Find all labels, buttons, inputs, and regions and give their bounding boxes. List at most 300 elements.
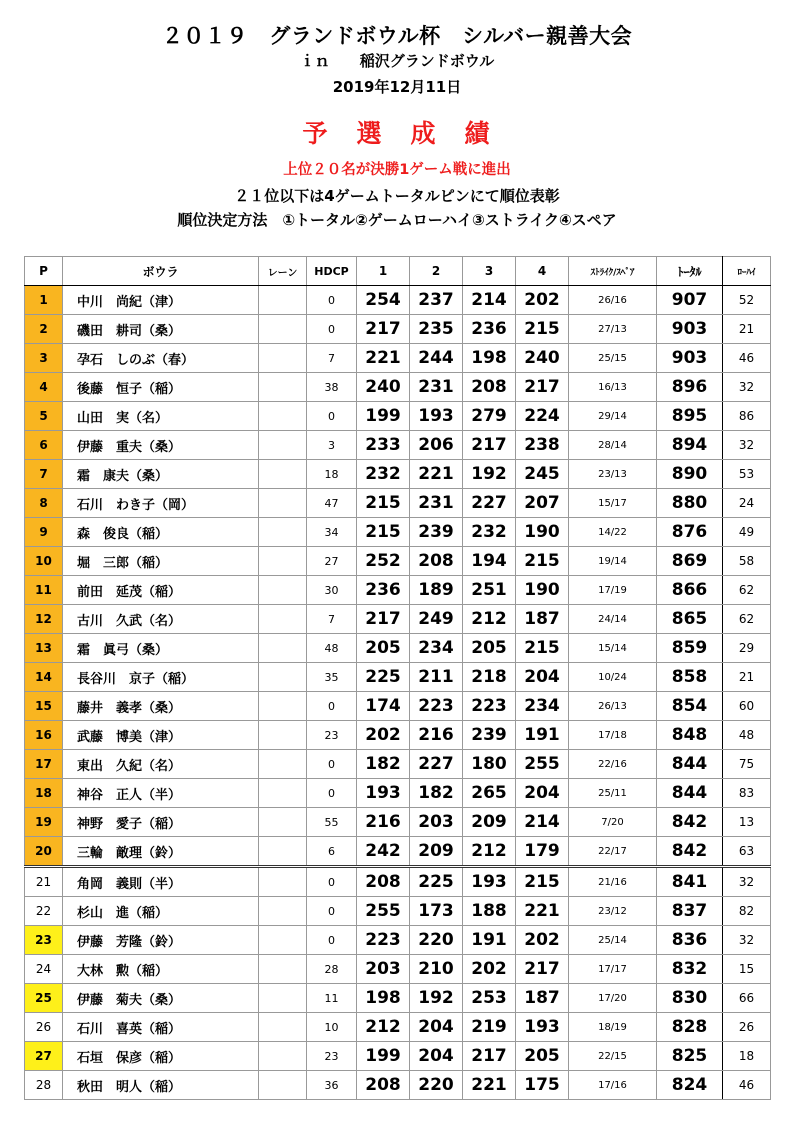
hdcp-cell: 34 [307, 518, 357, 547]
game2-score: 193 [410, 402, 463, 431]
hdcp-cell: 10 [307, 1013, 357, 1042]
place-cell: 18 [25, 779, 63, 808]
bowler-name: 古川 久武（名） [63, 605, 259, 634]
game1-score: 208 [357, 867, 410, 897]
bowler-name: 石川 喜英（稲） [63, 1013, 259, 1042]
low-high-diff: 60 [723, 692, 771, 721]
place-cell: 3 [25, 344, 63, 373]
hdcp-cell: 55 [307, 808, 357, 837]
table-header-row [25, 257, 771, 286]
hdcp-cell: 38 [307, 373, 357, 402]
low-high-diff: 32 [723, 926, 771, 955]
game3-score: 265 [463, 779, 516, 808]
place-cell: 2 [25, 315, 63, 344]
lane-cell [259, 344, 307, 373]
hdcp-cell: 27 [307, 547, 357, 576]
game3-score: 198 [463, 344, 516, 373]
bowler-name: 武藤 博美（津） [63, 721, 259, 750]
game1-score: 205 [357, 634, 410, 663]
hdcp-cell: 3 [307, 431, 357, 460]
total-score: 844 [657, 750, 723, 779]
strike-spare-count: 29/14 [569, 402, 657, 431]
game1-score: 225 [357, 663, 410, 692]
table-row [25, 663, 771, 692]
strike-spare-count: 26/13 [569, 692, 657, 721]
total-score: 824 [657, 1071, 723, 1100]
bowler-name: 伊藤 重夫（桑） [63, 431, 259, 460]
hdcp-cell: 0 [307, 867, 357, 897]
game4-score: 217 [516, 955, 569, 984]
col-header-bowler: ボウラ [63, 257, 259, 286]
game2-score: 206 [410, 431, 463, 460]
game1-score: 215 [357, 518, 410, 547]
game4-score: 191 [516, 721, 569, 750]
strike-spare-count: 15/14 [569, 634, 657, 663]
section-heading: 予 選 成 績 [302, 119, 492, 148]
hdcp-cell: 0 [307, 286, 357, 315]
hdcp-cell: 0 [307, 315, 357, 344]
lane-cell [259, 955, 307, 984]
game2-score: 192 [410, 984, 463, 1013]
total-score: 866 [657, 576, 723, 605]
game1-score: 212 [357, 1013, 410, 1042]
lane-cell [259, 808, 307, 837]
hdcp-cell: 6 [307, 837, 357, 867]
game3-score: 192 [463, 460, 516, 489]
award-note: ２１位以下は4ゲームトータルピンにて順位表彰 [234, 187, 560, 205]
low-high-diff: 53 [723, 460, 771, 489]
place-cell: 14 [25, 663, 63, 692]
game2-score: 203 [410, 808, 463, 837]
game2-score: 182 [410, 779, 463, 808]
hdcp-cell: 47 [307, 489, 357, 518]
bowler-name: 森 俊良（稲） [63, 518, 259, 547]
place-cell: 17 [25, 750, 63, 779]
game3-score: 188 [463, 897, 516, 926]
total-score: 890 [657, 460, 723, 489]
place-cell: 26 [25, 1013, 63, 1042]
game2-score: 249 [410, 605, 463, 634]
bowler-name: 山田 実（名） [63, 402, 259, 431]
game4-score: 179 [516, 837, 569, 867]
strike-spare-count: 16/13 [569, 373, 657, 402]
game4-score: 202 [516, 926, 569, 955]
lane-cell [259, 489, 307, 518]
place-cell: 9 [25, 518, 63, 547]
game4-score: 215 [516, 315, 569, 344]
game1-score: 255 [357, 897, 410, 926]
game4-score: 217 [516, 373, 569, 402]
game3-score: 221 [463, 1071, 516, 1100]
lane-cell [259, 634, 307, 663]
game2-score: 204 [410, 1013, 463, 1042]
game1-score: 215 [357, 489, 410, 518]
place-cell: 28 [25, 1071, 63, 1100]
col-header-game1: 1 [357, 257, 410, 286]
strike-spare-count: 15/17 [569, 489, 657, 518]
table-row [25, 955, 771, 984]
total-score: 865 [657, 605, 723, 634]
place-cell: 16 [25, 721, 63, 750]
game1-score: 233 [357, 431, 410, 460]
bowler-name: 神谷 正人（半） [63, 779, 259, 808]
hdcp-cell: 35 [307, 663, 357, 692]
place-cell: 21 [25, 867, 63, 897]
total-score: 841 [657, 867, 723, 897]
tiebreak-note: 順位決定方法 ①トータル②ゲームローハイ③ストライク④スペア [177, 211, 617, 229]
place-cell: 23 [25, 926, 63, 955]
table-row [25, 808, 771, 837]
place-cell: 8 [25, 489, 63, 518]
total-score: 895 [657, 402, 723, 431]
game3-score: 212 [463, 605, 516, 634]
game4-score: 234 [516, 692, 569, 721]
game2-score: 225 [410, 867, 463, 897]
lane-cell [259, 750, 307, 779]
hdcp-cell: 11 [307, 984, 357, 1013]
table-row [25, 576, 771, 605]
game4-score: 187 [516, 605, 569, 634]
place-cell: 11 [25, 576, 63, 605]
hdcp-cell: 7 [307, 605, 357, 634]
table-row [25, 926, 771, 955]
game3-score: 227 [463, 489, 516, 518]
total-score: 880 [657, 489, 723, 518]
low-high-diff: 63 [723, 837, 771, 867]
total-score: 854 [657, 692, 723, 721]
hdcp-cell: 0 [307, 897, 357, 926]
game4-score: 215 [516, 867, 569, 897]
game2-score: 220 [410, 1071, 463, 1100]
total-score: 832 [657, 955, 723, 984]
strike-spare-count: 21/16 [569, 867, 657, 897]
hdcp-cell: 23 [307, 721, 357, 750]
hdcp-cell: 23 [307, 1042, 357, 1071]
table-row [25, 315, 771, 344]
total-score: 894 [657, 431, 723, 460]
game2-score: 234 [410, 634, 463, 663]
low-high-diff: 83 [723, 779, 771, 808]
total-score: 848 [657, 721, 723, 750]
place-cell: 7 [25, 460, 63, 489]
bowler-name: 長谷川 京子（稲） [63, 663, 259, 692]
game3-score: 217 [463, 1042, 516, 1071]
game4-score: 238 [516, 431, 569, 460]
game3-score: 208 [463, 373, 516, 402]
game4-score: 221 [516, 897, 569, 926]
game2-score: 227 [410, 750, 463, 779]
place-cell: 4 [25, 373, 63, 402]
game3-score: 236 [463, 315, 516, 344]
hdcp-cell: 7 [307, 344, 357, 373]
place-cell: 1 [25, 286, 63, 315]
bowler-name: 磯田 耕司（桑） [63, 315, 259, 344]
bowler-name: 後藤 恒子（稲） [63, 373, 259, 402]
game3-score: 219 [463, 1013, 516, 1042]
low-high-diff: 46 [723, 344, 771, 373]
game2-score: 235 [410, 315, 463, 344]
low-high-diff: 49 [723, 518, 771, 547]
game2-score: 223 [410, 692, 463, 721]
game3-score: 279 [463, 402, 516, 431]
lane-cell [259, 779, 307, 808]
hdcp-cell: 0 [307, 750, 357, 779]
table-row [25, 518, 771, 547]
bowler-name: 孕石 しのぶ（春） [63, 344, 259, 373]
hdcp-cell: 36 [307, 1071, 357, 1100]
game4-score: 215 [516, 634, 569, 663]
game2-score: 244 [410, 344, 463, 373]
place-cell: 15 [25, 692, 63, 721]
lane-cell [259, 286, 307, 315]
table-row [25, 402, 771, 431]
lane-cell [259, 402, 307, 431]
game3-score: 193 [463, 867, 516, 897]
lane-cell [259, 547, 307, 576]
hdcp-cell: 18 [307, 460, 357, 489]
strike-spare-count: 24/14 [569, 605, 657, 634]
col-header-game4: 4 [516, 257, 569, 286]
bowler-name: 中川 尚紀（津） [63, 286, 259, 315]
game4-score: 255 [516, 750, 569, 779]
bowler-name: 前田 延茂（稲） [63, 576, 259, 605]
game2-score: 211 [410, 663, 463, 692]
total-score: 830 [657, 984, 723, 1013]
strike-spare-count: 17/20 [569, 984, 657, 1013]
table-row [25, 634, 771, 663]
table-row [25, 1042, 771, 1071]
hdcp-cell: 30 [307, 576, 357, 605]
table-row [25, 460, 771, 489]
game4-score: 224 [516, 402, 569, 431]
total-score: 903 [657, 344, 723, 373]
game3-score: 251 [463, 576, 516, 605]
lane-cell [259, 663, 307, 692]
hdcp-cell: 0 [307, 692, 357, 721]
game1-score: 193 [357, 779, 410, 808]
bowler-name: 角岡 義則（半） [63, 867, 259, 897]
table-row [25, 692, 771, 721]
total-score: 842 [657, 837, 723, 867]
lane-cell [259, 867, 307, 897]
table-row [25, 1013, 771, 1042]
col-header-low-high: ﾛｰﾊｲ [723, 257, 771, 286]
bowler-name: 神野 愛子（稲） [63, 808, 259, 837]
low-high-diff: 21 [723, 315, 771, 344]
low-high-diff: 32 [723, 431, 771, 460]
strike-spare-count: 10/24 [569, 663, 657, 692]
qualifier-note: 上位２０名が決勝1ゲーム戦に進出 [283, 162, 511, 178]
bowler-name: 霜 眞弓（桑） [63, 634, 259, 663]
place-cell: 5 [25, 402, 63, 431]
total-score: 828 [657, 1013, 723, 1042]
lane-cell [259, 373, 307, 402]
low-high-diff: 32 [723, 867, 771, 897]
lane-cell [259, 926, 307, 955]
low-high-diff: 66 [723, 984, 771, 1013]
lane-cell [259, 1013, 307, 1042]
game4-score: 214 [516, 808, 569, 837]
total-score: 859 [657, 634, 723, 663]
table-row [25, 344, 771, 373]
col-header-total: ﾄｰﾀﾙ [657, 257, 723, 286]
strike-spare-count: 25/14 [569, 926, 657, 955]
game4-score: 187 [516, 984, 569, 1013]
table-row [25, 721, 771, 750]
strike-spare-count: 26/16 [569, 286, 657, 315]
table-row [25, 547, 771, 576]
low-high-diff: 32 [723, 373, 771, 402]
place-cell: 24 [25, 955, 63, 984]
total-score: 876 [657, 518, 723, 547]
game3-score: 239 [463, 721, 516, 750]
hdcp-cell: 48 [307, 634, 357, 663]
strike-spare-count: 17/19 [569, 576, 657, 605]
strike-spare-count: 7/20 [569, 808, 657, 837]
total-score: 907 [657, 286, 723, 315]
game2-score: 210 [410, 955, 463, 984]
game2-score: 220 [410, 926, 463, 955]
table-row [25, 489, 771, 518]
total-score: 842 [657, 808, 723, 837]
lane-cell [259, 576, 307, 605]
game3-score: 232 [463, 518, 516, 547]
game3-score: 218 [463, 663, 516, 692]
place-cell: 27 [25, 1042, 63, 1071]
lane-cell [259, 1042, 307, 1071]
game2-score: 237 [410, 286, 463, 315]
game3-score: 191 [463, 926, 516, 955]
strike-spare-count: 14/22 [569, 518, 657, 547]
place-cell: 13 [25, 634, 63, 663]
lane-cell [259, 984, 307, 1013]
game1-score: 203 [357, 955, 410, 984]
bowler-name: 霜 康夫（桑） [63, 460, 259, 489]
total-score: 896 [657, 373, 723, 402]
col-header-game3: 3 [463, 257, 516, 286]
game1-score: 240 [357, 373, 410, 402]
low-high-diff: 86 [723, 402, 771, 431]
col-header-game2: 2 [410, 257, 463, 286]
bowler-name: 三輪 敵理（鈴） [63, 837, 259, 867]
table-row [25, 984, 771, 1013]
lane-cell [259, 1071, 307, 1100]
game1-score: 223 [357, 926, 410, 955]
game4-score: 190 [516, 576, 569, 605]
game4-score: 205 [516, 1042, 569, 1071]
strike-spare-count: 19/14 [569, 547, 657, 576]
game3-score: 205 [463, 634, 516, 663]
bowler-name: 石川 わき子（岡） [63, 489, 259, 518]
table-row [25, 837, 771, 867]
hdcp-cell: 0 [307, 402, 357, 431]
results-table [24, 256, 771, 1100]
bowler-name: 堀 三郎（稲） [63, 547, 259, 576]
event-date: 2019年12月11日 [332, 78, 462, 96]
total-score: 837 [657, 897, 723, 926]
low-high-diff: 46 [723, 1071, 771, 1100]
place-cell: 22 [25, 897, 63, 926]
bowler-name: 大林 勲（稲） [63, 955, 259, 984]
hdcp-cell: 0 [307, 926, 357, 955]
game1-score: 199 [357, 402, 410, 431]
strike-spare-count: 28/14 [569, 431, 657, 460]
game1-score: 221 [357, 344, 410, 373]
total-score: 903 [657, 315, 723, 344]
col-header-hdcp: HDCP [307, 257, 357, 286]
total-score: 836 [657, 926, 723, 955]
lane-cell [259, 605, 307, 634]
game1-score: 254 [357, 286, 410, 315]
lane-cell [259, 897, 307, 926]
lane-cell [259, 460, 307, 489]
game2-score: 231 [410, 489, 463, 518]
game2-score: 173 [410, 897, 463, 926]
game4-score: 204 [516, 663, 569, 692]
game2-score: 189 [410, 576, 463, 605]
low-high-diff: 48 [723, 721, 771, 750]
game1-score: 236 [357, 576, 410, 605]
low-high-diff: 75 [723, 750, 771, 779]
strike-spare-count: 22/17 [569, 837, 657, 867]
game3-score: 194 [463, 547, 516, 576]
strike-spare-count: 22/15 [569, 1042, 657, 1071]
place-cell: 10 [25, 547, 63, 576]
venue-line: ｉｎ 稲沢グランドボウル [299, 52, 495, 70]
table-row [25, 897, 771, 926]
strike-spare-count: 17/18 [569, 721, 657, 750]
low-high-diff: 58 [723, 547, 771, 576]
low-high-diff: 62 [723, 605, 771, 634]
bowler-name: 藤井 義孝（桑） [63, 692, 259, 721]
game1-score: 198 [357, 984, 410, 1013]
place-cell: 20 [25, 837, 63, 867]
total-score: 858 [657, 663, 723, 692]
game3-score: 212 [463, 837, 516, 867]
col-header-strike-spare: ｽﾄﾗｲｸ/ｽﾍﾟｱ [569, 257, 657, 286]
low-high-diff: 29 [723, 634, 771, 663]
place-cell: 25 [25, 984, 63, 1013]
game2-score: 209 [410, 837, 463, 867]
game1-score: 182 [357, 750, 410, 779]
col-header-place: P [25, 257, 63, 286]
game3-score: 214 [463, 286, 516, 315]
page-title: ２０１９ グランドボウル杯 シルバー親善大会 [161, 24, 633, 48]
low-high-diff: 24 [723, 489, 771, 518]
table-row [25, 373, 771, 402]
game2-score: 221 [410, 460, 463, 489]
game3-score: 253 [463, 984, 516, 1013]
game1-score: 208 [357, 1071, 410, 1100]
game4-score: 190 [516, 518, 569, 547]
lane-cell [259, 518, 307, 547]
bowler-name: 杉山 進（稲） [63, 897, 259, 926]
strike-spare-count: 23/12 [569, 897, 657, 926]
strike-spare-count: 25/15 [569, 344, 657, 373]
game1-score: 217 [357, 315, 410, 344]
bowler-name: 伊藤 芳隆（鈴） [63, 926, 259, 955]
game3-score: 202 [463, 955, 516, 984]
low-high-diff: 62 [723, 576, 771, 605]
bowler-name: 伊藤 菊夫（桑） [63, 984, 259, 1013]
table-row [25, 750, 771, 779]
col-header-lane: レーン [259, 257, 307, 286]
lane-cell [259, 692, 307, 721]
total-score: 844 [657, 779, 723, 808]
game1-score: 232 [357, 460, 410, 489]
table-row [25, 431, 771, 460]
lane-cell [259, 431, 307, 460]
